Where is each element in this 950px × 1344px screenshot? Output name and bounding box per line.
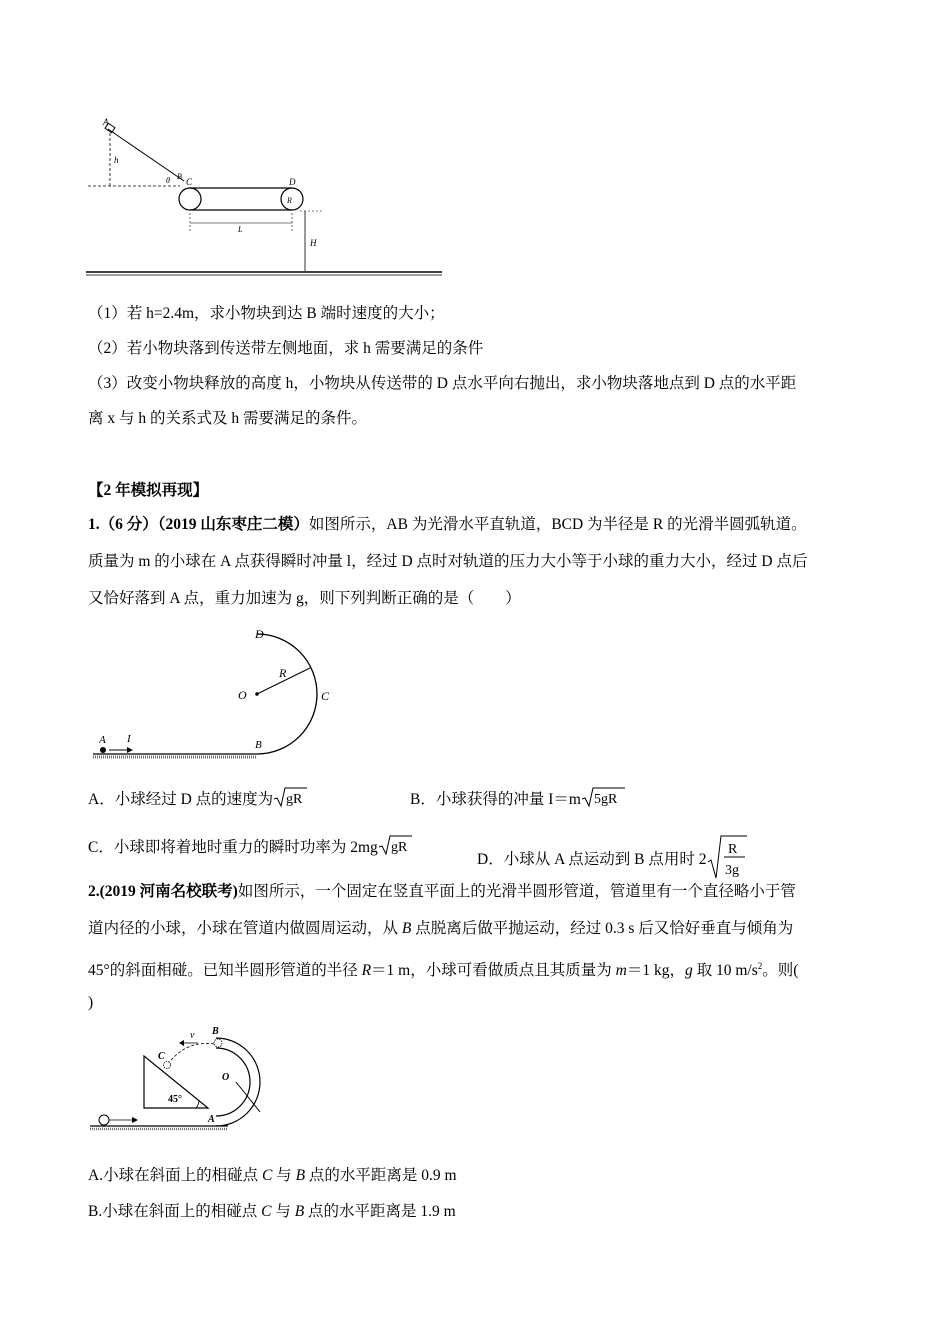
sqrt-fraction-icon	[707, 834, 747, 880]
q2-line3: 45°的斜面相碰。已知半圆形管道的半径 R＝1 m，小球可看做质点且其质量为 m＝1 kg，g 取 10 $m/s^2$。则(	[88, 961, 799, 980]
q1-option-b-text: B．小球获得的冲量 I＝m	[410, 791, 581, 808]
svg-text:3g: 3g	[724, 863, 739, 878]
label-C: C	[321, 689, 330, 703]
label-D: D	[289, 177, 296, 187]
label-R: R	[279, 666, 287, 680]
label-45deg: 45°	[168, 1094, 182, 1105]
q1-option-d-text: D．小球从 A 点运动到 B 点用时 2	[477, 851, 707, 868]
sqrt-icon	[378, 834, 412, 856]
q1-option-d[interactable]	[477, 834, 747, 880]
q2-option-a[interactable]: A.小球在斜面上的相碰点 C 与 B 点的水平距离是 0.9 m	[88, 1167, 457, 1184]
label-A: A	[208, 1114, 215, 1125]
label-O: O	[238, 688, 247, 702]
label-H: H	[310, 238, 317, 248]
q2-source: 2.(2019 河南名校联考)	[88, 883, 238, 900]
q1-number: 1.	[88, 516, 100, 533]
semicircle-track-figure	[85, 622, 355, 762]
q2-line2: 道内径的小球，小球在管道内做圆周运动，从 B 点脱离后做平抛运动，经过 0.3 s 后又恰好垂直与倾角为	[88, 920, 794, 937]
question-part-2: （2）若小物块落到传送带左侧地面，求 h 需要满足的条件	[88, 340, 484, 357]
label-h: h	[114, 155, 119, 165]
q1-option-b[interactable]	[410, 786, 625, 810]
label-theta: θ	[166, 176, 170, 185]
q1-option-c-text: C．小球即将着地时重力的瞬时功率为 2mg	[88, 839, 378, 856]
q1-line2: 质量为 m 的小球在 A 点获得瞬时冲量 l，经过 D 点时对轨道的压力大小等于小球的重力大小，经过 D 点后	[88, 553, 808, 570]
sqrt-icon	[273, 786, 307, 808]
label-B: B	[212, 1026, 219, 1037]
svg-text:gR: gR	[390, 840, 408, 855]
question-part-3-line1: （3）改变小物块释放的高度 h，小物块从传送带的 D 点水平向右抛出，求小物块落地点到 D 点的水平距	[88, 375, 797, 392]
q1-option-c[interactable]	[88, 834, 412, 858]
q2-line1	[88, 882, 796, 902]
label-v: v	[190, 1030, 195, 1041]
q1-option-a-text: A．小球经过 D 点的速度为	[88, 791, 274, 808]
q2-line4: )	[88, 994, 94, 1011]
svg-text:gR: gR	[286, 792, 303, 807]
q1-option-a[interactable]	[88, 786, 307, 810]
conveyor-figure	[80, 115, 460, 285]
label-B: B	[177, 172, 182, 181]
label-D: D	[255, 627, 264, 641]
q2-stem-1: 如图所示，一个固定在竖直平面上的光滑半圆形管道，管道里有一个直径略小于管	[237, 883, 796, 900]
q1-line3: 又恰好落到 A 点，重力加速为 g，则下列判断正确的是（ ）	[88, 590, 521, 607]
q1-score: （6 分）	[99, 516, 158, 533]
label-R: R	[287, 196, 292, 205]
label-I: I	[127, 733, 131, 745]
svg-text:R: R	[727, 842, 737, 857]
label-B: B	[255, 739, 262, 751]
label-L: L	[238, 225, 243, 234]
q2-option-b[interactable]: B.小球在斜面上的相碰点 C 与 B 点的水平距离是 1.9 m	[88, 1203, 456, 1220]
q1-source: （2019 山东枣庄二模）	[157, 516, 309, 533]
pipe-incline-figure	[88, 1028, 288, 1138]
svg-text:5gR: 5gR	[593, 792, 618, 807]
label-C: C	[186, 177, 193, 187]
question-part-1: （1）若 h=2.4m，求小物块到达 B 端时速度的大小；	[88, 305, 445, 322]
label-A: A	[99, 734, 106, 746]
q1-line1	[88, 515, 807, 535]
question-part-3-line2: 离 x 与 h 的关系式及 h 需要满足的条件。	[88, 410, 368, 427]
label-A: A	[103, 117, 109, 127]
q1-stem-1: 如图所示，AB 为光滑水平直轨道，BCD 为半径是 R 的光滑半圆弧轨道。	[308, 516, 807, 533]
section-title: 【2 年模拟再现】	[88, 482, 209, 499]
sqrt-icon	[581, 786, 625, 808]
label-C: C	[158, 1051, 165, 1062]
label-O: O	[222, 1072, 230, 1083]
